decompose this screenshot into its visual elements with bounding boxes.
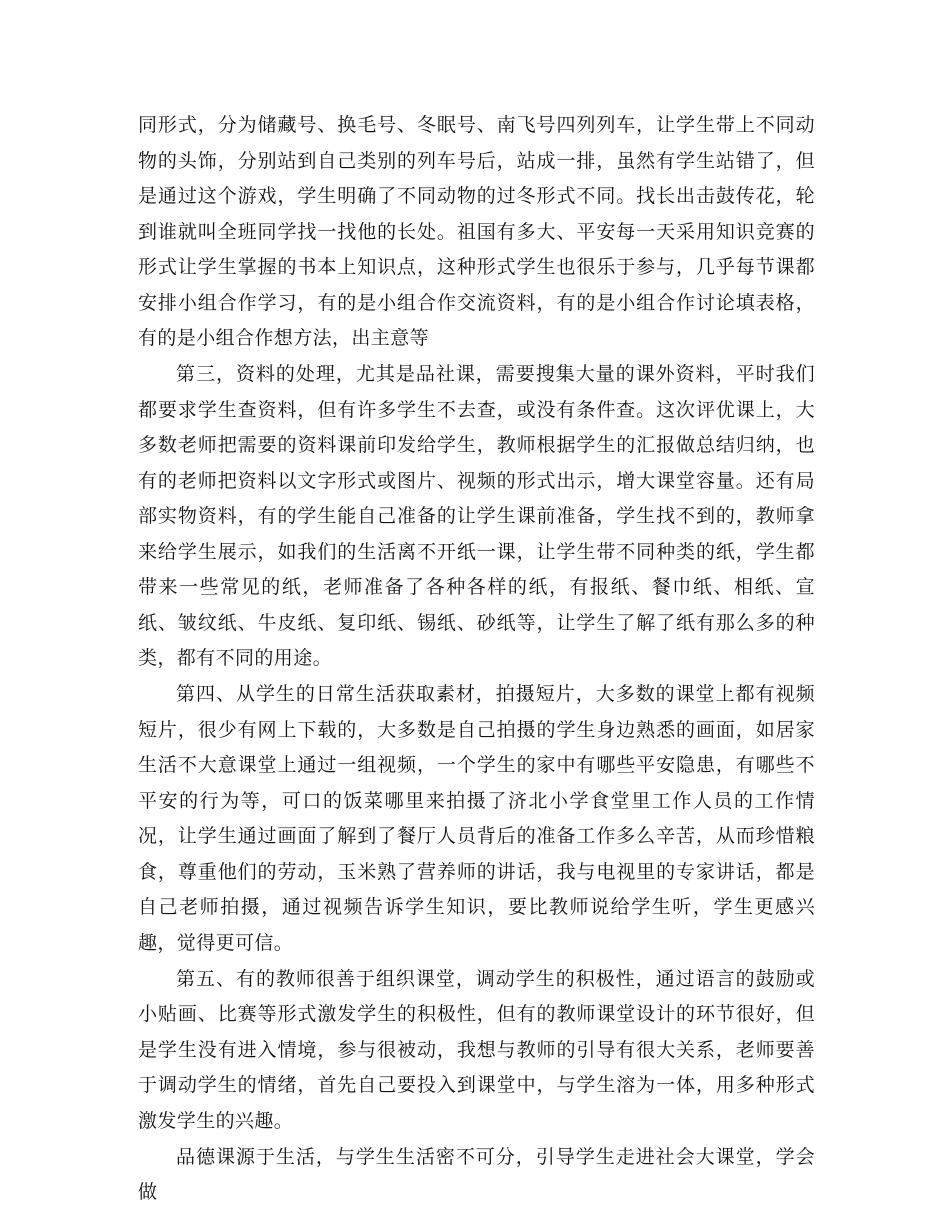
- paragraph-third-point: 第三，资料的处理，尤其是品社课，需要搜集大量的课外资料，平时我们都要求学生查资料，但有许多学生不去查，或没有条件查。这次评优课上，大多数老师把需要的资料课前印发给学生，教师根据学生的汇报做总结归纳，也有的老师把资料以文字形式或图片、视频的形式出示，增大课堂容量。还有局部实物资料，有的学生能自己准备的让学生课前准备，学生找不到的，教师拿来给学生展示，如我们的生活离不开纸一课，让学生带不同种类的纸，学生都带来一些常见的纸，老师准备了各种各样的纸，有报纸、餐巾纸、相纸、宣纸、皱纹纸、牛皮纸、复印纸、锡纸、砂纸等，让学生了解了纸有那么多的种类，都有不同的用途。: [138, 363, 815, 669]
- paragraph-fourth-point: 第四、从学生的日常生活获取素材，拍摄短片，大多数的课堂上都有视频短片，很少有网上下载的，大多数是自己拍摄的学生身边熟悉的画面，如居家生活不大意课堂上通过一组视频，一个学生的家中有哪些平安隐患，有哪些不平安的行为等，可口的饭菜哪里来拍摄了济北小学食堂里工作人员的工作情况，让学生通过画面了解到了餐厅人员背后的准备工作多么辛苦，从而珍惜粮食，尊重他们的劳动，玉米熟了营养师的讲话，我与电视里的专家讲话，都是自己老师拍摄，通过视频告诉学生知识，要比教师说给学生听，学生更感兴趣，觉得更可信。: [138, 683, 815, 954]
- paragraph-conclusion: 品德课源于生活，与学生生活密不可分，引导学生走进社会大课堂，学会做: [138, 1145, 815, 1203]
- paragraph-fifth-point: 第五、有的教师很善于组织课堂，调动学生的积极性，通过语言的鼓励或小贴画、比赛等形式激发学生的积极性，但有的教师课堂设计的环节很好，但是学生没有进入情境，参与很被动，我想与教师的引导有很大关系，老师要善于调动学生的情绪，首先自己要投入到课堂中，与学生溶为一体，用多种形式激发学生的兴趣。: [138, 967, 815, 1132]
- paragraph-continuation: 同形式，分为储藏号、换毛号、冬眠号、南飞号四列列车，让学生带上不同动物的头饰，分别站到自己类别的列车号后，站成一排，虽然有学生站错了，但是通过这个游戏，学生明确了不同动物的过冬形式不同。找长出击鼓传花，轮到谁就叫全班同学找一找他的长处。祖国有多大、平安每一天采用知识竞赛的形式让学生掌握的书本上知识点，这种形式学生也很乐于参与，几乎每节课都安排小组合作学习，有的是小组合作交流资料，有的是小组合作讨论填表格，有的是小组合作想方法，出主意等: [138, 114, 815, 349]
- document-page: [138, 108, 815, 1211]
